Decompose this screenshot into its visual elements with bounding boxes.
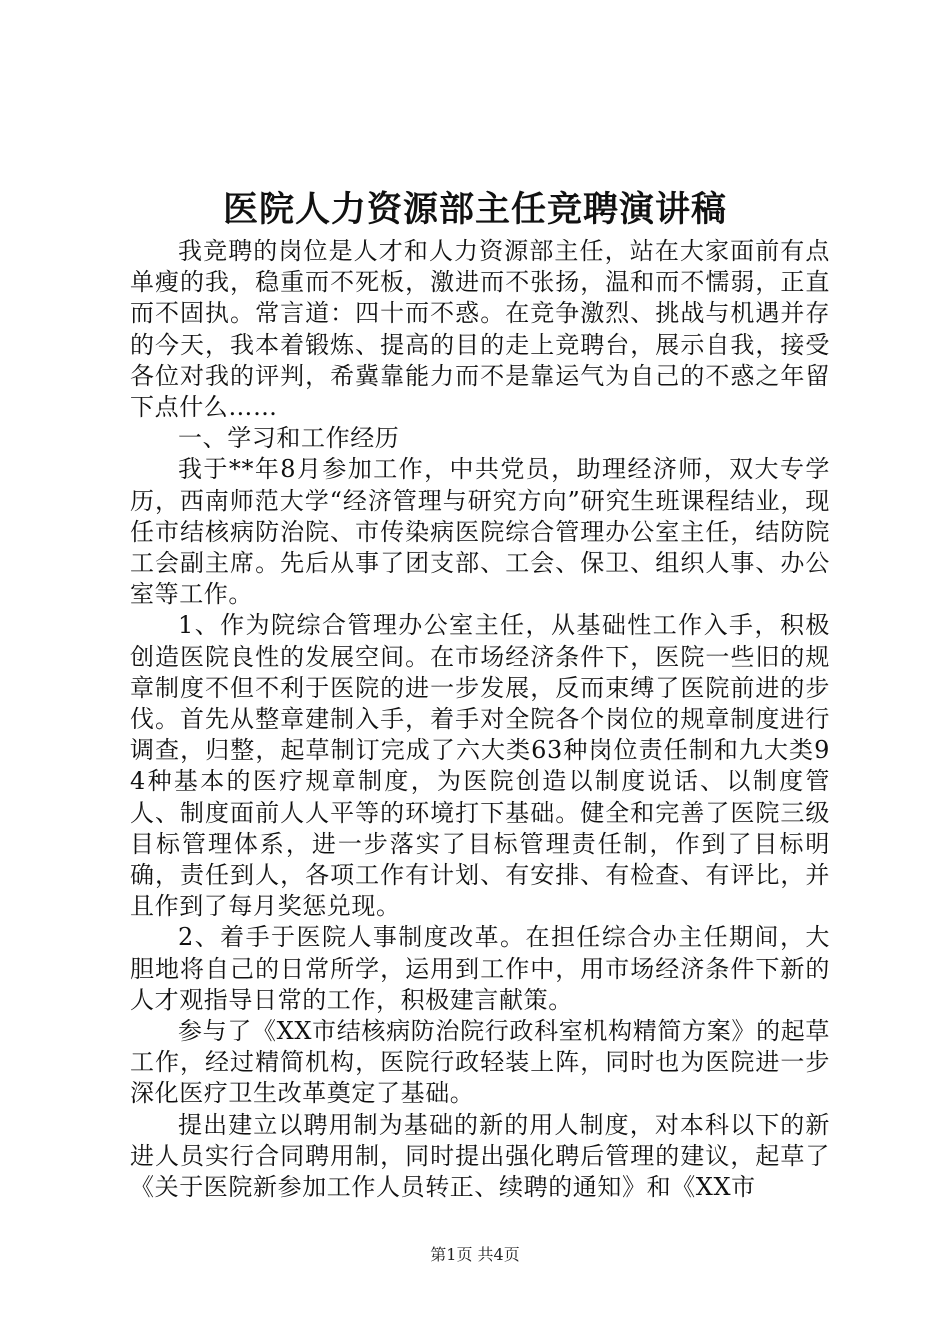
page-number-footer: 第1页 共4页 xyxy=(430,1245,520,1264)
section-heading-experience: 一、学习和工作经历 xyxy=(178,424,400,453)
document-title: 医院人力资源部主任竞聘演讲稿 xyxy=(222,189,727,230)
paragraph-hiring-system: 提出建立以聘用制为基础的新的用人制度，对本科以下的新进人员实行合同聘用制，同时提出强化聘后管理的建议，起草了《关于医院新参加工作人员转正、续聘的通知》和《XX市 xyxy=(130,1110,830,1202)
document-body xyxy=(130,236,830,1203)
paragraph-restructure: 参与了《XX市结核病防治院行政科室机构精简方案》的起草工作，经过精简机构，医院行政轻装上阵，同时也为医院进一步深化医疗卫生改革奠定了基础。 xyxy=(130,1017,830,1108)
paragraph-intro: 我竞聘的岗位是人才和人力资源部主任，站在大家面前有点单瘦的我，稳重而不死板，激进而不张扬，温和而不懦弱，正直而不固执。常言道：四十而不惑。在竞争激烈、挑战与机遇并存的今天，我本着锻炼、提高的目的走上竞聘台，展示自我，接受各位对我的评判，希冀靠能力而不是靠运气为自己的不惑之年留下点什么…… xyxy=(130,237,830,422)
paragraph-item-1: 1、作为院综合管理办公室主任，从基础性工作入手，积极创造医院良性的发展空间。在市场经济条件下，医院一些旧的规章制度不但不利于医院的进一步发展，反而束缚了医院前进的步伐。首先从整章建制入手，着手对全院各个岗位的规章制度进行调查，归整，起草制订完成了六大类63种岗位责任制和九大类94种基本的医疗规章制度，为医院创造以制度说话、以制度管人、制度面前人人平等的环境打下基础。健全和完善了医院三级目标管理体系，进一步落实了目标管理责任制，作到了目标明确，责任到人，各项工作有计划、有安排、有检查、有评比，并且作到了每月奖惩兑现。 xyxy=(130,611,830,921)
paragraph-item-2: 2、着手于医院人事制度改革。在担任综合办主任期间，大胆地将自己的日常所学，运用到工作中，用市场经济条件下新的人才观指导日常的工作，积极建言献策。 xyxy=(130,923,830,1014)
paragraph-background: 我于**年8月参加工作，中共党员，助理经济师，双大专学历，西南师范大学“经济管理与研究方向”研究生班课程结业，现任市结核病防治院、市传染病医院综合管理办公室主任，结防院工会副主席。先后从事了团支部、工会、保卫、组织人事、办公室等工作。 xyxy=(130,455,830,609)
